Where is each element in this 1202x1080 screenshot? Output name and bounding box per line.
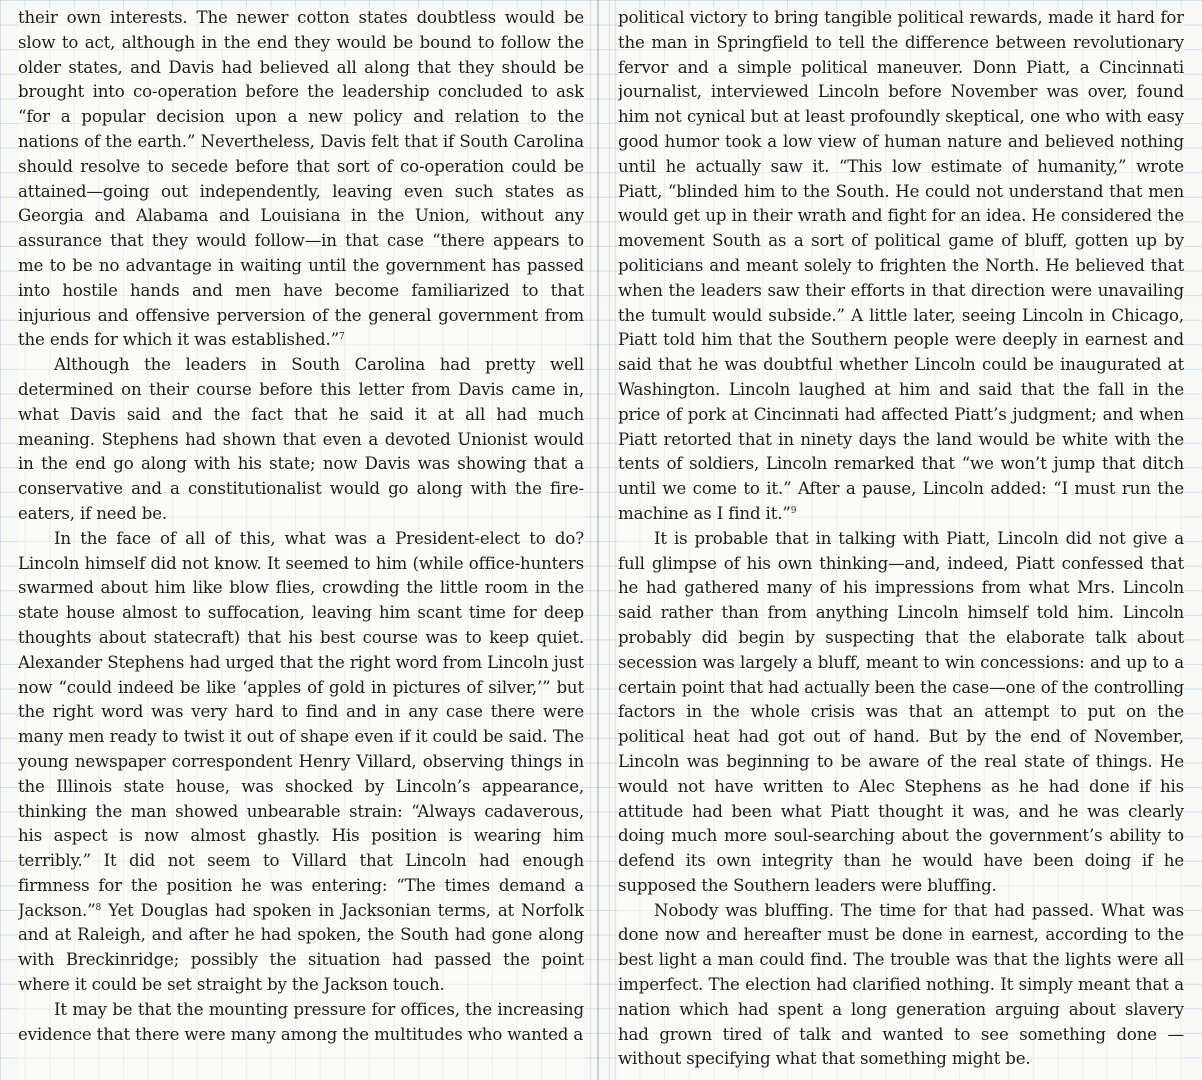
paragraph-text: In the face of all of this, what was a President-elect to do? Lincoln himself did not know. It seemed to him (while office-hunters swarmed about him like blow flies, crowding the little room in the state house almost to suffocation, leaving him scant time for deep thoughts about statecraft) that his best course was to keep quiet. Alexander Stephens had urged that the right word from Lincoln just now “could indeed be like ‘apples of gold in pictures of silver,’” but the right word was very hard to find and in any case there were many men ready to twist it out of shape even if it could be said. The young newspaper correspondent Henry Villard, observing things in the Illinois state house, was shocked by Lincoln’s appearance, thinking the man showed unbearable strain: “Always cadaverous, his aspect is now almost ghastly. His position is wearing him terribly.” It did not seem to Villard that Lincoln had enough firmness for the position he was entering: “The times demand a Jackson.” [18, 528, 584, 920]
footnote-marker: 9 [790, 505, 797, 516]
paragraph-text: political victory to bring tangible political rewards, made it hard for the man in Springfield to tell the difference between revolutionary fervor and a simple political maneuver. Donn Piatt, a Cincinnati journalist, interviewed Lincoln before November was over, found him not cynical but at least profoundly skeptical, one who with easy good humor took a low view of human nature and believed nothing until he actually saw it. “This low estimate of humanity,” wrote Piatt, “blinded him to the South. He could not understand that men would get up in their wrath and fight for an idea. He considered the movement South as a sort of political game of bluff, gotten up by politicians and meant solely to frighten the North. He believed that when the leaders saw their efforts in that direction were unavailing the tumult would subside.” A little later, seeing Lincoln in Chicago, Piatt told him that the Southern people were deeply in earnest and said that he was doubtful whether Lincoln could be inaugurated at Washington. Lincoln laughed at him and said that the fall in the price of pork at Cincinnati had affected Piatt’s judgment; and when Piatt retorted that in ninety days the land would be white with the tents of soldiers, Lincoln remarked that “we won’t jump that ditch until we come to it.” After a pause, Lincoln added: “I must run the machine as I find it.” [618, 8, 1184, 523]
paragraph [18, 527, 584, 998]
left-column [18, 6, 584, 1080]
footnote-marker: 8 [95, 902, 102, 913]
paragraph: Nobody was bluffing. The time for that had passed. What was done now and hereafter must be done in earnest, according to the best light a man could find. The trouble was that the lights were all imperfect. The election had clarified nothing. It simply meant that a nation which had spent a long generation arguing about slavery had grown tired of talk and wanted to see something done —without specifying what that something might be. [618, 900, 1184, 1069]
column-divider [597, 0, 599, 1080]
paragraph: It may be that the mounting pressure for offices, the increasing evidence that there were many among the multitudes who wanted a [18, 999, 584, 1044]
column-divider-inner [609, 0, 610, 1080]
footnote-marker: 7 [339, 332, 345, 343]
paragraph: It is probable that in talking with Piatt, Lincoln did not give a full glimpse of his own thinking—and, indeed, Piatt confessed that he had gathered many of his impressions from what Mrs. Lincoln said rather than from anything Lincoln himself told him. Lincoln probably did begin by suspecting that the elaborate talk about secession was largely a bluff, meant to win concessions: and up to a certain point that had actually been the case—one of the controlling factors in the whole crisis was that an attempt to put on the political heat had got out of hand. But by the end of November, Lincoln was beginning to be aware of the real state of things. He would not have written to Alec Stephens as he had done if his attitude had been what Piatt thought it was, and he was clearly doing much more soul-searching about the government’s ability to defend its own integrity than he would have been doing if he supposed the Southern leaders were bluffing. [618, 528, 1184, 895]
paragraph-text: Yet Douglas had spoken in Jacksonian terms, at Norfolk and at Raleigh, and after he had spoken, the South had gone along with Breckinridge; possibly the situation had passed the point where it could be set straight by the Jackson touch. [18, 900, 584, 995]
paragraph [18, 6, 584, 353]
paragraph [618, 6, 1184, 527]
paragraph: Although the leaders in South Carolina had pretty well determined on their course before this letter from Davis came in, what Davis said and the fact that he said it at all had much meaning. Stephens had shown that even a devoted Unionist would in the end go along with his state; now Davis was showing that a conservative and a constitutionalist would go along with the fire-eaters, if need be. [18, 355, 584, 523]
paragraph-text: their own interests. The newer cotton states doubtless would be slow to act, although in the end they would be bound to follow the older states, and Davis had believed all along that they should be brought into co-operation before the leadership concluded to ask “for a popular decision upon a new policy and relation to the nations of the earth.” Nevertheless, Davis felt that if South Carolina should resolve to secede before that sort of co-operation could be attained—going out independently, leaving even such states as Georgia and Alabama and Louisiana in the Union, without any assurance that they would follow—in that case “there appears to me to be no advantage in waiting until the government has passed into hostile hands and men have become familiarized to that injurious and offensive perversion of the general government from the ends for which it was established.” [18, 8, 584, 350]
right-column [618, 6, 1184, 1080]
